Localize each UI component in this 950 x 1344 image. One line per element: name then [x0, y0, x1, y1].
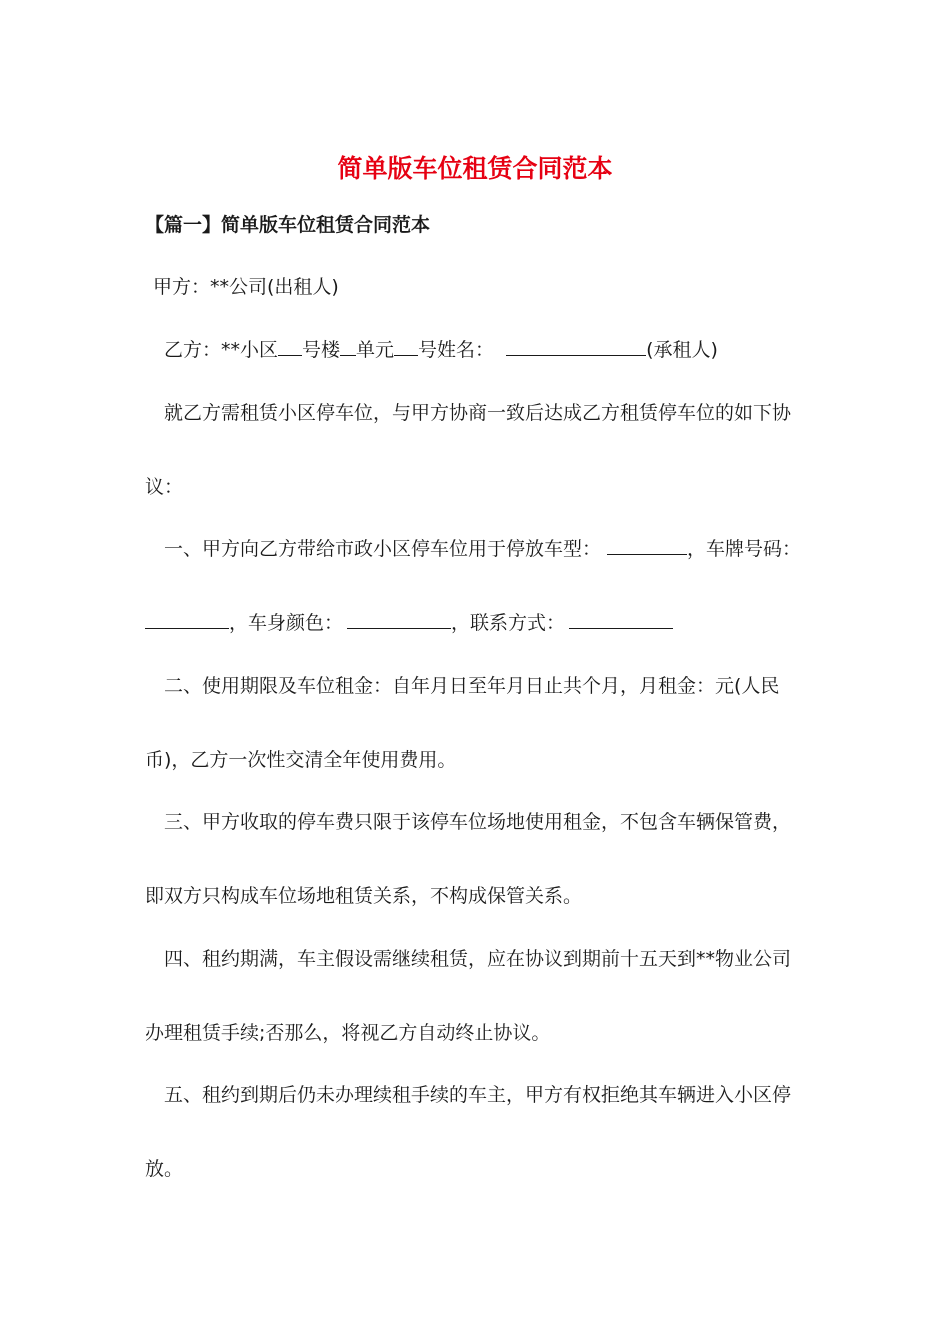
- building-blank: [278, 337, 302, 356]
- car-model-blank: [607, 536, 687, 555]
- clause-1-text-d: ，联系方式：: [451, 612, 566, 634]
- plate-number-blank: [145, 610, 229, 629]
- clause-5-line-1: 五、租约到期后仍未办理续租手续的车主，甲方有权拒绝其车辆进入小区停: [164, 1084, 792, 1106]
- clause-4-line-2: 办理租赁手续;否那么，将视乙方自动终止协议。: [145, 1022, 551, 1044]
- contact-blank: [569, 610, 673, 629]
- clause-1-line-1: [164, 536, 801, 562]
- party-a: 甲方：**公司(出租人): [153, 276, 339, 298]
- unit-blank: [340, 337, 356, 356]
- clause-1-text-c: ，车身颜色：: [229, 612, 344, 634]
- intro-line-1: 就乙方需租赁小区停车位，与甲方协商一致后达成乙方租赁停车位的如下协: [164, 402, 792, 424]
- intro-line-2: 议：: [145, 476, 184, 498]
- clause-4-line-1: 四、租约期满，车主假设需继续租赁，应在协议到期前十五天到**物业公司: [164, 948, 792, 970]
- clause-2-line-2: 币)，乙方一次性交清全年使用费用。: [145, 749, 457, 771]
- clause-1-line-2: [145, 610, 673, 636]
- room-blank: [394, 337, 418, 356]
- party-b-unit: 单元: [356, 339, 395, 361]
- clause-1-text-b: ，车牌号码：: [687, 538, 802, 560]
- party-b-room-name: 号姓名：: [418, 339, 495, 361]
- name-blank: [506, 337, 646, 356]
- clause-5-line-2: 放。: [145, 1158, 184, 1180]
- party-b-suffix: (承租人): [646, 339, 718, 361]
- clause-2-line-1: 二、使用期限及车位租金：自年月日至年月日止共个月，月租金：元(人民: [164, 675, 780, 697]
- party-b: [164, 337, 718, 363]
- document-title: 简单版车位租赁合同范本: [337, 154, 613, 183]
- section-heading: 【篇一】简单版车位租赁合同范本: [145, 214, 431, 236]
- party-b-building: 号楼: [302, 339, 341, 361]
- clause-3-line-2: 即双方只构成车位场地租赁关系，不构成保管关系。: [145, 885, 583, 907]
- clause-3-line-1: 三、甲方收取的停车费只限于该停车位场地使用租金，不包含车辆保管费，: [164, 811, 792, 833]
- clause-1-text-a: 一、甲方向乙方带给市政小区停车位用于停放车型：: [164, 538, 602, 560]
- party-b-prefix: 乙方：**小区: [164, 339, 279, 361]
- car-color-blank: [347, 610, 451, 629]
